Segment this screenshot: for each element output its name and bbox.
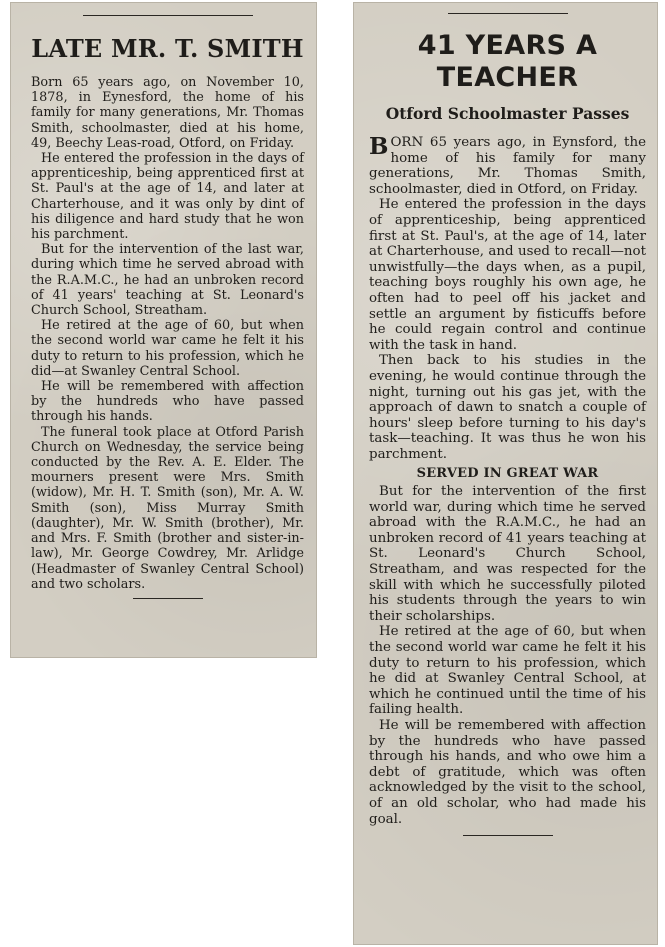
paragraph-text: ORN 65 years ago, in Eynsford, the home of his family for many generations, Mr. Thomas Smith, schoolmaster, died in Otford, on Friday. xyxy=(369,135,646,197)
paragraph: The funeral took place at Otford Parish Church on Wednesday, the service being conducted by the Rev. A. E. Elder. The mourners present were Mrs. Smith (widow), Mr. H. T. Smith (son), Mr. A. W. Smith (son), Miss Murray Smith (daughter), Mr. W. Smith (brother), Mr. and Mrs. F. Smith (brother and sister-in-law), Mr. George Cowdrey, Mr. Arlidge (Headmaster of Swanley Central School) and two scholars. xyxy=(31,424,304,592)
headline: 41 YEARS A TEACHER xyxy=(417,30,598,93)
paragraph: But for the intervention of the first world war, during which time he served abroad with the R.A.M.C., he had an unbroken record of 41 years teaching at St. Leonard's Church School, Streatham, and was respected for the skill with which he successfully piloted his students through the years to win their scholarships. xyxy=(369,484,646,624)
paragraph: He entered the profession in the days of apprenticeship, being apprenticed first at St. Paul's, at the age of 14, later at Charterhouse, and used to recall—not unwistfully—the days when, as a pupil, teaching boys roughly his own age, he often had to peel off his jacket and settle an argument by fisticuffs before he could regain control and continue with the task in hand. xyxy=(369,197,646,353)
paragraph: Then back to his studies in the evening, he would continue through the night, turning out his gas jet, with the approach of dawn to snatch a couple of hours' sleep before turning to his day's task—teaching. It was thus he won his parchment. xyxy=(369,353,646,462)
section-heading: SERVED IN GREAT WAR xyxy=(416,466,599,482)
article-body xyxy=(31,75,304,592)
top-rule xyxy=(448,13,568,14)
drop-cap: B xyxy=(369,133,389,160)
paragraph xyxy=(369,135,646,197)
paragraph: But for the intervention of the last war, during which time he served abroad with the R.A.M.C., he had an unbroken record of 41 years' teaching at St. Leonard's Church School, Streatham. xyxy=(31,242,304,319)
bottom-rule xyxy=(463,835,553,836)
top-rule xyxy=(83,15,253,16)
article-body xyxy=(369,135,646,827)
paragraph: Born 65 years ago, on November 10, 1878, in Eynesford, the home of his family for many generations, Mr. Thomas Smith, schoolmaster, died at his home, 49, Beechy Leas-road, Otford, on Friday. xyxy=(31,75,304,151)
left-clipping xyxy=(10,2,317,658)
paragraph: He will be remembered with affection by the hundreds who have passed through his hands, and who owe him a debt of gratitude, which was often acknowledged by the visit to the school, of an old scholar, who had made his goal. xyxy=(369,717,646,827)
bottom-rule xyxy=(133,598,203,599)
headline: LATE MR. T. SMITH xyxy=(31,34,304,63)
paragraph: He retired at the age of 60, but when the second world war came he felt it his duty to return to his profession, which he did—at Swanley Central School. xyxy=(31,318,304,379)
right-clipping xyxy=(353,2,658,945)
subheadline: Otford Schoolmaster Passes xyxy=(385,104,630,123)
paragraph: He retired at the age of 60, but when the second world war came he felt it his duty to return to his profession, which he did at Swanley Central School, at which he continued until the time of his failing health. xyxy=(369,624,646,718)
paragraph: He will be remembered with affection by the hundreds who have passed through his hands. xyxy=(31,379,304,425)
paragraph: He entered the profession in the days of apprenticeship, being apprenticed first at St. Paul's at the age of 14, and later at Charterhouse, and it was only by dint of his diligence and hard study that he won his parchment. xyxy=(31,151,304,243)
